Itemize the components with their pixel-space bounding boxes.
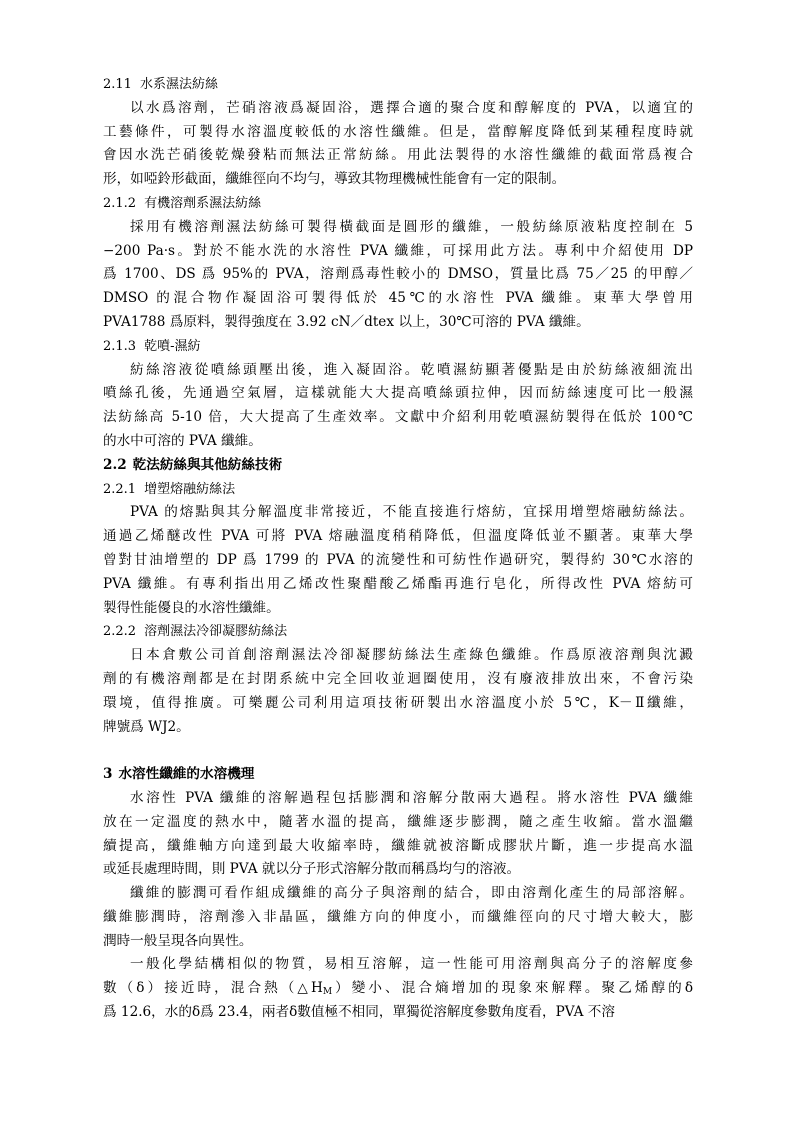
- section-number: 2.2: [103, 456, 127, 473]
- line-text: 數（δ）接近時，混合熱（△H: [103, 980, 323, 997]
- line-text: 日本倉敷公司首創溶劑濕法冷卻凝膠紡絲法生產綠色纖維。作爲原液溶劑與沈澱: [130, 647, 693, 664]
- section-number: 2.1.3: [103, 338, 137, 354]
- paragraph-line: [103, 692, 693, 716]
- section-number: 2.2.2: [103, 624, 137, 640]
- line-text: PVA 的熔點與其分解溫度非常接近，不能直接進行熔紡，宜採用增塑熔融紡絲法。: [130, 504, 693, 521]
- section-title: 水系濕法紡絲: [139, 77, 218, 92]
- paragraph-line: [103, 573, 693, 597]
- line-text-rest: ）變小、混合熵增加的現象來解釋。聚乙烯醇的δ: [332, 980, 693, 997]
- line-text: DMSO 的混合物作凝固浴可製得低於 45℃的水溶性 PVA 纖維。東華大學曾用: [103, 290, 693, 307]
- section-title: 乾噴-濕紡: [144, 338, 201, 354]
- paragraph-line: [103, 97, 693, 121]
- paragraph-line: [103, 953, 693, 977]
- paragraph-line: [103, 835, 693, 859]
- paragraph-line: [103, 168, 693, 192]
- paragraph-line: [103, 287, 693, 311]
- paragraph-line: [103, 144, 693, 168]
- section-number: 2.11: [103, 77, 132, 92]
- paragraph-line: [103, 549, 693, 573]
- section-number: 3: [103, 766, 113, 783]
- line-text: PVA 纖維。有專利指出用乙烯改性聚醋酸乙烯酯再進行皂化，所得改性 PVA 熔紡可: [103, 575, 693, 592]
- document-page: [103, 73, 693, 1025]
- section-heading: [103, 763, 693, 787]
- line-text: 通過乙烯醚改性 PVA 可將 PVA 熔融溫度稍稍降低，但溫度降低並不顯著。東華大學: [103, 528, 693, 545]
- section-title: 溶劑濕法冷卻凝膠紡絲法: [144, 624, 288, 640]
- paragraph-line: [103, 644, 693, 668]
- line-text: 的水中可溶的 PVA 纖維。: [103, 432, 262, 449]
- line-text: PVA1788 爲原料，製得強度在 3.92 cN／dtex 以上，30℃可溶的 PVA 纖維。: [103, 313, 590, 330]
- paragraph-line: [103, 930, 693, 954]
- paragraph-line: [103, 311, 693, 335]
- section-title: 水溶性纖維的水溶機理: [118, 766, 255, 783]
- section-heading: [103, 478, 693, 502]
- paragraph-line: [103, 858, 693, 882]
- section-heading: [103, 73, 693, 97]
- line-text: 爲 1700、DS 爲 95%的 PVA，溶劑爲毒性較小的 DMSO，質量比爲 75／25 的甲醇／: [103, 266, 693, 283]
- line-text: 一般化學結構相似的物質，易相互溶解，這一性能可用溶劑與高分子的溶解度參: [130, 956, 693, 973]
- line-text: 曾對甘油增塑的 DP 爲 1799 的 PVA 的流變性和可紡性作過研究，製得約 30℃水溶的: [103, 551, 693, 568]
- paragraph-line: [103, 406, 693, 430]
- section-heading: [103, 454, 693, 478]
- line-text: 或延長處理時間，則 PVA 就以分子形式溶解分散而稱爲均勻的溶液。: [103, 861, 521, 878]
- line-text: 纖維膨潤時，溶劑滲入非晶區，纖維方向的伸度小，而纖維徑向的尺寸增大較大，膨: [103, 908, 693, 925]
- paragraph-line: [103, 716, 693, 740]
- paragraph-line: [103, 906, 693, 930]
- paragraph-line: [103, 216, 693, 240]
- paragraph-line: [103, 263, 693, 287]
- line-text: 放在一定溫度的熱水中，隨著水溫的提高，纖維逐步膨潤，隨之產生收縮。當水溫繼: [103, 813, 693, 830]
- line-text: 水溶性 PVA 纖維的溶解過程包括膨潤和溶解分散兩大過程。將水溶性 PVA 纖維: [130, 789, 693, 806]
- line-text: 潤時一般呈現各向異性。: [103, 932, 253, 949]
- line-text: 採用有機溶劑濕法紡絲可製得橫截面是圓形的纖維，一般紡絲原液粘度控制在 5: [130, 218, 693, 235]
- line-text: 紡絲溶液從噴絲頭壓出後，進入凝固浴。乾噴濕紡顯著優點是由於紡絲液細流出: [130, 361, 693, 378]
- line-text: 工藝條件，可製得水溶溫度較低的水溶性纖維。但是，當醇解度降低到某種程度時就: [103, 123, 693, 140]
- section-number: 2.1.2: [103, 195, 137, 211]
- paragraph-line: [103, 1001, 693, 1025]
- paragraph-line: [103, 382, 693, 406]
- section-number: 2.2.1: [103, 481, 137, 497]
- paragraph-line: [103, 668, 693, 692]
- line-text: 環境，值得推廣。可樂麗公司利用這項技術研製出水溶溫度小於 5℃，K－Ⅱ纖維，: [103, 694, 693, 711]
- line-text: 會因水洗芒硝後乾燥發粘而無法正常紡絲。用此法製得的水溶性纖維的截面常爲複合: [103, 147, 693, 164]
- line-text: 纖維的膨潤可看作組成纖維的高分子與溶劑的結合，即由溶劑化產生的局部溶解。: [130, 885, 693, 902]
- paragraph-line: [103, 430, 693, 454]
- paragraph-line: [103, 977, 693, 1001]
- line-text: 噴絲孔後，先通過空氣層，這樣就能大大提高噴絲頭拉伸，因而紡絲速度可比一般濕: [103, 385, 693, 402]
- paragraph-line: [103, 597, 693, 621]
- paragraph-line: [103, 811, 693, 835]
- subscript: M: [322, 987, 333, 998]
- paragraph-line: [103, 121, 693, 145]
- line-text: 牌號爲 WJ2。: [103, 718, 190, 735]
- section-title: 乾法紡絲與其他紡絲技術: [132, 456, 283, 473]
- paragraph-line: [103, 359, 693, 383]
- line-text: 劑的有機溶劑都是在封閉系統中完全回收並迴圈使用，沒有廢液排放出來，不會污染: [103, 670, 693, 687]
- section-heading: [103, 192, 693, 216]
- blank-line: [103, 739, 693, 763]
- line-text: 形，如啞鈴形截面，纖維徑向不均勻，導致其物理機械性能會有一定的限制。: [103, 171, 566, 188]
- line-text: 爲 12.6，水的δ爲 23.4，兩者δ數值極不相同，單獨從溶解度參數角度看，PVA 不溶: [103, 1004, 615, 1021]
- section-title: 有機溶劑系濕法紡絲: [144, 195, 262, 211]
- paragraph-line: [103, 501, 693, 525]
- section-heading: [103, 620, 693, 644]
- paragraph-line: [103, 525, 693, 549]
- paragraph-line: [103, 240, 693, 264]
- line-text: −200 Pa·s。對於不能水洗的水溶性 PVA 纖維，可採用此方法。專利中介紹使用 DP: [103, 242, 693, 259]
- line-text: 續提高，纖維軸方向達到最大收縮率時，纖維就被溶斷成膠狀片斷，進一步提高水溫: [103, 837, 693, 854]
- paragraph-line: [103, 882, 693, 906]
- line-text: 法紡絲高 5-10 倍，大大提高了生產效率。文獻中介紹利用乾噴濕紡製得在低於 100℃: [103, 409, 693, 426]
- line-text: 以水爲溶劑，芒硝溶液爲凝固浴，選擇合適的聚合度和醇解度的 PVA，以適宜的: [130, 99, 693, 116]
- section-heading: [103, 335, 693, 359]
- paragraph-line: [103, 787, 693, 811]
- section-title: 增塑熔融紡絲法: [144, 481, 236, 497]
- line-text: 製得性能優良的水溶性纖維。: [103, 599, 280, 616]
